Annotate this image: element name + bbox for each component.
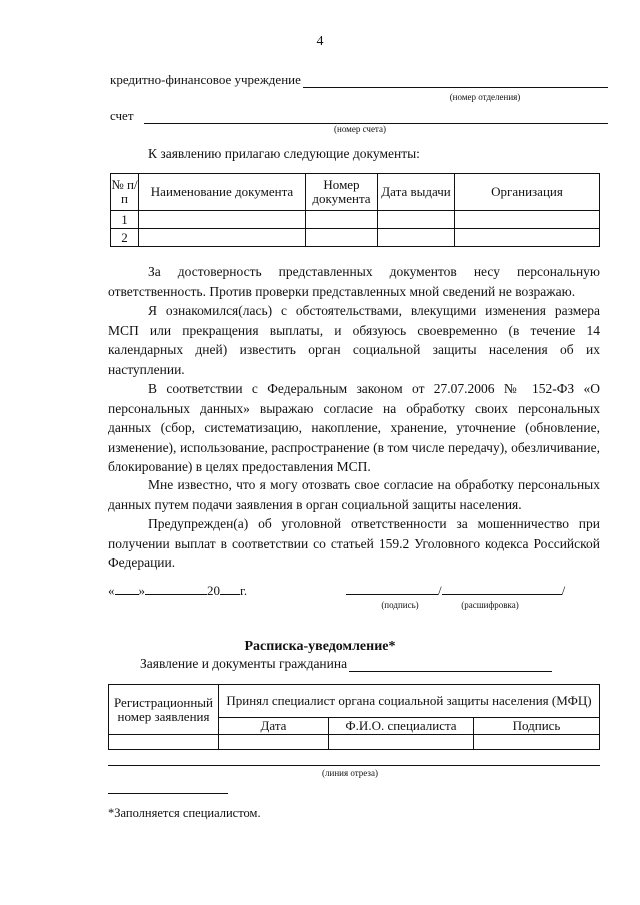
sub-header-specialist: Ф.И.О. специалиста [329,718,474,735]
date-quote-open: « [108,583,115,598]
specialist-signature-cell[interactable] [474,735,600,750]
doc-name-cell[interactable] [139,211,306,229]
documents-intro: К заявлению прилагаю следующие документы: [148,146,420,161]
day-field[interactable] [115,582,139,595]
doc-number-cell[interactable] [306,229,378,247]
citizen-name-field[interactable] [349,659,552,672]
col-issue-date: Дата выдачи [378,174,455,211]
cut-line-caption: (линия отреза) [322,768,378,778]
documents-table-header [111,174,600,211]
accepted-by-header: Принял специалист органа социальной защиты населения (МФЦ) [219,685,600,718]
sub-header-signature: Подпись [474,718,600,735]
cut-line [108,765,600,766]
signature-line[interactable] [346,582,438,595]
account-number-caption: (номер счета) [334,124,386,134]
decode-line[interactable] [442,582,562,595]
table-row [111,211,600,229]
row-number: 1 [111,211,139,229]
table-row [111,229,600,247]
credit-institution-row [110,72,608,88]
col-doc-number: Номер документа [306,174,378,211]
branch-number-caption: (номер отделения) [449,92,521,102]
col-number: № п/п [111,174,139,211]
year-prefix: 20 [207,583,220,598]
account-row [110,108,608,124]
doc-org-cell[interactable] [455,229,600,247]
signature-caption: (подпись) [381,600,419,610]
footnote: *Заполняется специалистом. [108,806,261,820]
year-field[interactable] [220,582,240,595]
account-label: счет [110,108,134,123]
page-number: 4 [316,34,324,49]
documents-table [110,173,600,247]
reg-number-header: Регистрационный номер заявления [109,685,219,735]
date-quote-close: » [138,583,145,598]
doc-org-cell[interactable] [455,211,600,229]
year-suffix: г. [240,583,248,598]
account-field[interactable] [144,111,609,124]
month-field[interactable] [145,582,207,595]
paragraph-notification: Я ознакомился(лась) с обстоятельствами, влекущими изменения размера МСП или прекращения выплаты, и обязуюсь своевременно (в течение 14 календарных дней) известить орган социальной защиты населения об их наступлении. [108,303,600,377]
paragraph-personal-data: В соответствии с Федеральным законом от 27.07.2006 № 152-ФЗ «О персональных данных» выражаю согласие на обработку своих персональных данных (сбор, систематизацию, накопление, хранение, уточнение (обновление, изменение), использование, распространение (в том числе передачу), обезличивание, блокирование) в целях предоставления МСП. [108,381,600,474]
doc-name-cell[interactable] [139,229,306,247]
receipt-table [108,684,600,750]
footnote-separator [108,793,228,794]
receipt-citizen-label: Заявление и документы гражданина [140,656,348,671]
sub-header-date: Дата [219,718,329,735]
reg-number-cell[interactable] [109,735,219,750]
table-row [109,735,600,750]
col-organization: Организация [455,174,600,211]
slash-left: / [438,583,442,598]
doc-number-cell[interactable] [306,211,378,229]
paragraph-responsibility: За достоверность представленных документов несу персональную ответственность. Против проверки представленных мной сведений не возражаю. [108,264,600,299]
col-doc-name: Наименование документа [139,174,306,211]
doc-date-cell[interactable] [378,229,455,247]
slash-right: / [561,583,566,598]
decode-caption: (расшифровка) [461,600,519,610]
receipt-citizen-row [140,656,552,672]
credit-institution-label: кредитно-финансовое учреждение [110,72,301,87]
credit-institution-field[interactable] [303,75,608,88]
specialist-name-cell[interactable] [329,735,474,750]
paragraph-revoke-consent: Мне известно, что я могу отозвать свое согласие на обработку персональных данных путем подачи заявления в орган социальной защиты населения. [108,477,600,512]
date-field [108,582,247,599]
accepted-date-cell[interactable] [219,735,329,750]
receipt-title: Расписка-уведомление* [244,639,396,654]
paragraph-criminal-liability: Предупрежден(а) об уголовной ответственности за мошенничество при получении выплат в соответствии со статьей 159.2 Уголовного кодекса Российской Федерации. [108,516,600,570]
signature-field [346,582,565,599]
row-number: 2 [111,229,139,247]
doc-date-cell[interactable] [378,211,455,229]
